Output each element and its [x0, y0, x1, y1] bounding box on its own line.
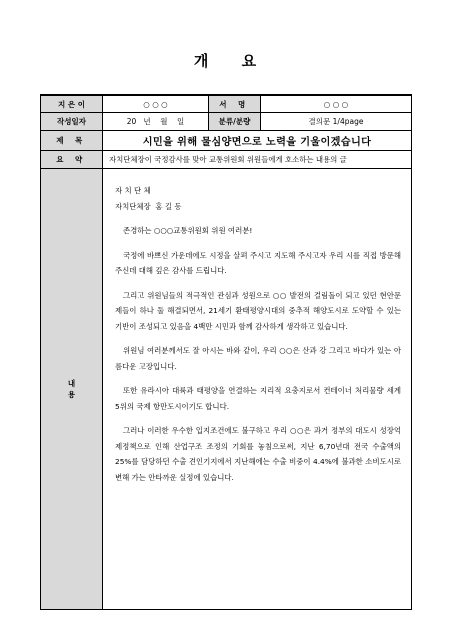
date-value: 20 년 월 일 — [103, 113, 209, 131]
subject-label: 제 목 — [41, 131, 103, 151]
content-body — [103, 169, 412, 610]
letter-paragraph-2: 그리고 위원님들의 적극적인 관심과 성원으로 ○○ 발전의 걸림돌이 되고 있던 현안문제들이 하나 둘 해결되면서, 21세기 환태평양시대의 중추적 해양도시로 도약할 수 있는 기반이 조성되고 있음을 4백만 시민과 함께 감사하게 생각하고 있습니다. — [115, 290, 401, 331]
page-title-char-1: 개 — [193, 52, 209, 70]
signature-label: 서 명 — [209, 95, 261, 113]
letter-greeting: 존경하는 ○○○교통위원회 위원 여러분! — [123, 226, 253, 235]
author-row — [41, 95, 412, 113]
content-row — [41, 169, 412, 610]
subject-value: 시민을 위해 물심양면으로 노력을 기울이겠습니다 — [103, 131, 412, 151]
letter-paragraph-4: 또한 유라시아 대륙과 태평양을 연결하는 지리적 요충지로서 컨테이너 처리물량 세계 5위의 국제 항만도시이기도 합니다. — [115, 386, 401, 411]
subject-row — [41, 131, 412, 151]
signature-value: ○ ○ ○ — [261, 95, 412, 113]
summary-form-table — [40, 94, 412, 610]
content-label: 내 용 — [41, 169, 103, 610]
author-value: ○ ○ ○ — [103, 95, 209, 113]
letter-paragraph-1: 국정에 바쁘신 가운데에도 시정을 살펴 주시고 지도해 주시고자 우리 시를 직접 방문해 주신데 대해 깊은 감사를 드립니다. — [115, 250, 401, 275]
summary-label: 요 약 — [41, 151, 103, 169]
author-label: 지 은 이 — [41, 95, 103, 113]
letter-paragraph-5: 그러나 이러한 우수한 입지조건에도 불구하고 우리 ○○은 과거 정부의 대도시 성장억제정책으로 인해 산업구조 조정의 기회를 놓침으로써, 지난 6,70년대 전국 수출액의 25%를 담당하던 수출 견인기지에서 지난해에는 수출 비중이 4.4%에 불과한 소비도시로 변해 가는 안타까운 실정에 있습니다. — [115, 426, 401, 482]
category-label: 분류/분량 — [209, 113, 261, 131]
letter-text — [103, 169, 411, 489]
letter-paragraph-3: 위원님 여러분께서도 잘 아시는 바와 같이, 우리 ○○은 산과 강 그리고 바다가 있는 아름다운 고장입니다. — [115, 346, 401, 371]
letter-org: 자 치 단 체 — [115, 186, 151, 195]
date-row — [41, 113, 412, 131]
category-value: 결의문 1/4page — [261, 113, 412, 131]
page-title — [0, 50, 450, 71]
date-label: 작성일자 — [41, 113, 103, 131]
summary-value: 자치단체장이 국정감사를 맞아 교통위원회 위원들에게 호소하는 내용의 글 — [103, 151, 412, 169]
page-title-char-2: 요 — [241, 52, 257, 70]
letter-signer: 자치단체장 홍 길 동 — [115, 201, 182, 211]
summary-row — [41, 151, 412, 169]
